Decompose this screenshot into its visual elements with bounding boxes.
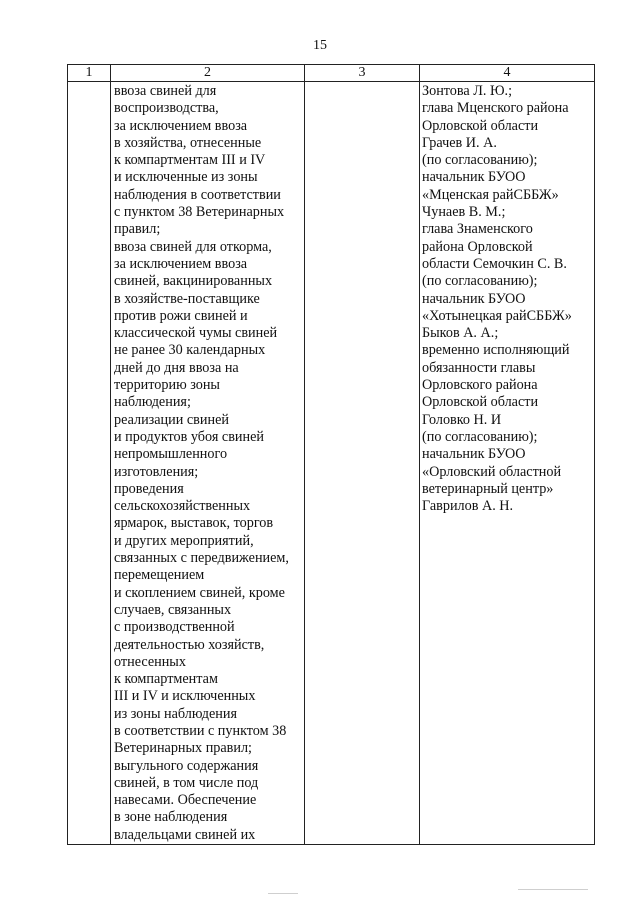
- column-header-2: 2: [111, 65, 305, 82]
- text-line: правил;: [114, 221, 161, 238]
- text-line: Головко Н. И: [422, 411, 502, 428]
- col2-text: [111, 82, 304, 844]
- text-line: Орловской области: [422, 394, 539, 411]
- text-line: перемещением: [114, 567, 205, 584]
- text-line: с пунктом 38 Ветеринарных: [114, 204, 285, 221]
- text-line: в зоне наблюдения: [114, 809, 228, 826]
- text-line: свиней, вакцинированных: [114, 273, 273, 290]
- text-line: к компартментам III и IV: [114, 152, 266, 169]
- table-cell-col1: [68, 82, 111, 845]
- text-line: ввоза свиней для откорма,: [114, 238, 272, 255]
- text-line: Грачев И. А.: [422, 134, 497, 151]
- text-line: Зонтова Л. Ю.;: [422, 83, 513, 99]
- text-line: области Семочкин С. В.: [422, 255, 567, 272]
- table-cell-col4: [420, 82, 595, 845]
- text-line: свиней, в том числе под: [114, 774, 259, 791]
- table-cell-col3: [305, 82, 420, 845]
- column-header-1: 1: [68, 65, 111, 82]
- text-line: начальник БУОО: [422, 169, 526, 186]
- text-line: Орловской области: [422, 117, 539, 134]
- text-line: классической чумы свиней: [114, 325, 278, 342]
- text-line: в соответствии с пунктом 38: [114, 722, 287, 739]
- text-line: отнесенных: [114, 653, 186, 670]
- text-line: «Орловский областной: [422, 463, 562, 480]
- text-line: изготовления;: [114, 463, 199, 480]
- text-line: «Хотынецкая райСББЖ»: [422, 307, 572, 324]
- text-line: случаев, связанных: [114, 601, 232, 618]
- scan-artifact: [518, 889, 588, 890]
- text-line: в хозяйстве-поставщике: [114, 290, 260, 307]
- text-line: «Мценская райСББЖ»: [422, 186, 559, 203]
- text-line: воспроизводства,: [114, 100, 219, 117]
- text-line: (по согласованию);: [422, 428, 538, 445]
- text-line: (по согласованию);: [422, 273, 538, 290]
- col1-text: [68, 82, 110, 83]
- column-header-3: 3: [305, 65, 420, 82]
- text-line: выгульного содержания: [114, 757, 259, 774]
- text-line: III и IV и исключенных: [114, 688, 256, 705]
- text-line: (по согласованию);: [422, 152, 538, 169]
- text-line: владельцами свиней их: [114, 826, 256, 843]
- col4-text: [420, 82, 594, 515]
- text-line: деятельностью хозяйств,: [114, 636, 265, 653]
- document-table: [67, 64, 595, 845]
- text-line: и скоплением свиней, кроме: [114, 584, 285, 601]
- column-header-4: 4: [420, 65, 595, 82]
- text-line: из зоны наблюдения: [114, 705, 237, 722]
- text-line: ярмарок, выставок, торгов: [114, 515, 274, 532]
- text-line: против рожи свиней и: [114, 307, 248, 324]
- text-line: проведения: [114, 480, 184, 497]
- text-line: Чунаев В. М.;: [422, 204, 506, 221]
- col3-text: [305, 82, 419, 83]
- text-line: и исключенные из зоны: [114, 169, 258, 186]
- text-line: с производственной: [114, 619, 235, 636]
- text-line: не ранее 30 календарных: [114, 342, 266, 359]
- text-line: обязанности главы: [422, 359, 536, 376]
- page-number: 15: [313, 38, 327, 53]
- text-line: к компартментам: [114, 671, 218, 688]
- text-line: непромышленного: [114, 446, 228, 463]
- text-line: связанных с передвижением,: [114, 550, 289, 567]
- text-line: Ветеринарных правил;: [114, 740, 252, 757]
- text-line: в хозяйства, отнесенные: [114, 134, 262, 151]
- text-line: района Орловской: [422, 238, 533, 255]
- text-line: реализации свиней: [114, 411, 229, 428]
- text-line: дней до дня ввоза на: [114, 359, 239, 376]
- scan-artifact: [268, 893, 298, 894]
- text-line: и других мероприятий,: [114, 532, 254, 549]
- text-line: навесами. Обеспечение: [114, 792, 257, 809]
- text-line: глава Мценского района: [422, 100, 569, 117]
- text-line: начальник БУОО: [422, 290, 526, 307]
- text-line: Гаврилов А. Н.: [422, 498, 514, 515]
- text-line: сельскохозяйственных: [114, 498, 251, 515]
- text-line: начальник БУОО: [422, 446, 526, 463]
- text-line: наблюдения в соответствии: [114, 186, 281, 203]
- text-line: территорию зоны: [114, 377, 220, 394]
- text-line: Быков А. А.;: [422, 325, 499, 342]
- table-cell-col2: [111, 82, 305, 845]
- text-line: глава Знаменского: [422, 221, 533, 238]
- text-line: наблюдения;: [114, 394, 191, 411]
- text-line: за исключением ввоза: [114, 255, 248, 272]
- text-line: ввоза свиней для: [114, 83, 217, 99]
- text-line: ветеринарный центр»: [422, 480, 554, 497]
- text-line: Орловского района: [422, 377, 538, 394]
- table-header-row: [68, 65, 595, 82]
- table-row: [68, 82, 595, 845]
- text-line: за исключением ввоза: [114, 117, 248, 134]
- text-line: и продуктов убоя свиней: [114, 428, 264, 445]
- text-line: временно исполняющий: [422, 342, 570, 359]
